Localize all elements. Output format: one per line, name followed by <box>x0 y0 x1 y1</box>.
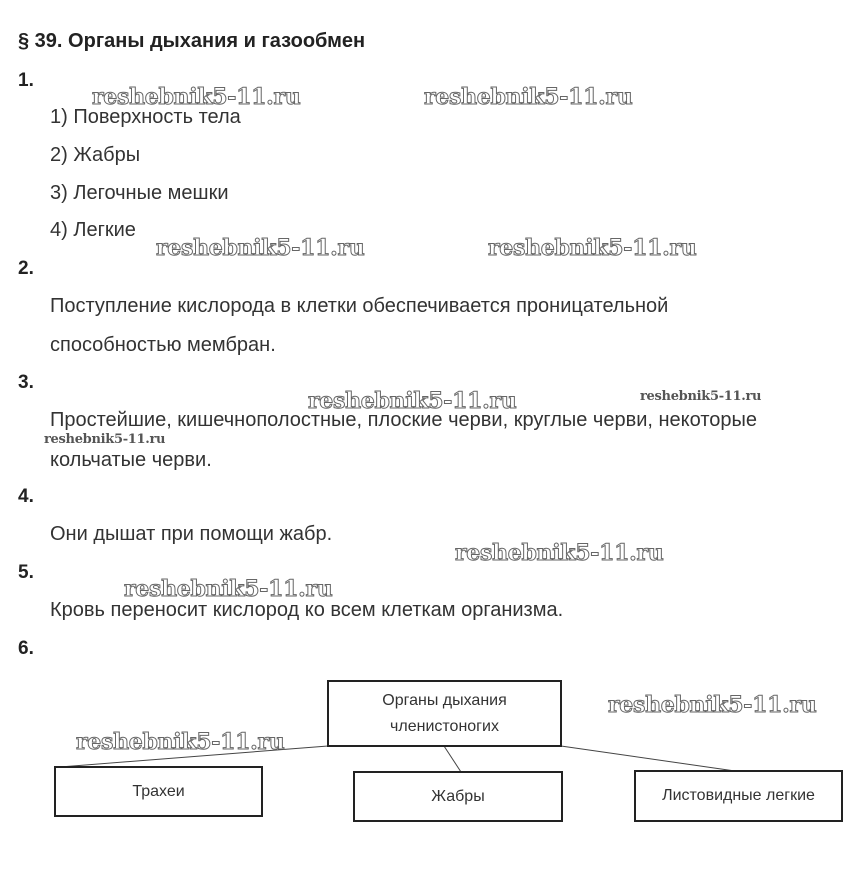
diagram-box-gills-label: Жабры <box>431 787 485 805</box>
diagram-root-line-1: Органы дыхания <box>382 691 507 709</box>
watermark: reshebnik5-11.ru <box>308 388 517 414</box>
watermark: reshebnik5-11.ru <box>92 84 301 110</box>
watermark: reshebnik5-11.ru <box>44 432 166 447</box>
answer-1-item-4: 4) Легкие <box>50 219 136 241</box>
watermark: reshebnik5-11.ru <box>488 235 697 261</box>
diagram-box-gills <box>353 771 563 822</box>
question-number-1: 1. <box>18 70 34 91</box>
question-number-3: 3. <box>18 372 34 393</box>
diagram-box-trachea-label: Трахеи <box>132 782 185 800</box>
answer-1-item-2: 2) Жабры <box>50 144 141 166</box>
answer-2-line-2: способностью мембран. <box>50 334 276 356</box>
watermark: reshebnik5-11.ru <box>424 84 633 110</box>
watermark: reshebnik5-11.ru <box>455 540 664 566</box>
diagram-box-leaf-lungs-label: Листовидные легкие <box>662 787 815 804</box>
watermark: reshebnik5-11.ru <box>76 729 285 755</box>
answer-1-item-3: 3) Легочные мешки <box>50 182 229 204</box>
answer-4-text: Они дышат при помощи жабр. <box>50 523 333 545</box>
page-title: § 39. Органы дыхания и газообмен <box>18 30 366 52</box>
answer-5-text: Кровь переносит кислород ко всем клеткам организма. <box>50 599 564 621</box>
answer-3-line-2: кольчатые черви. <box>50 449 212 471</box>
question-number-5: 5. <box>18 562 34 583</box>
connector-gills <box>444 746 461 772</box>
watermark: reshebnik5-11.ru <box>608 692 817 718</box>
watermark: reshebnik5-11.ru <box>640 389 762 404</box>
diagram-box-leaf-lungs <box>634 770 843 822</box>
diagram-root-line-2: членистоногих <box>390 717 499 735</box>
question-number-6: 6. <box>18 638 34 659</box>
connector-leaf-lungs <box>561 746 735 771</box>
answer-3-line-1: Простейшие, кишечнополостные, плоские черви, круглые черви, некоторые <box>50 409 758 431</box>
diagram-box-trachea <box>54 766 263 817</box>
watermark: reshebnik5-11.ru <box>124 576 333 602</box>
answer-1-item-1: 1) Поверхность тела <box>50 106 241 128</box>
diagram-root-box <box>327 680 562 747</box>
answer-2-line-1: Поступление кислорода в клетки обеспечивается проницательной <box>50 295 669 317</box>
watermark: reshebnik5-11.ru <box>156 235 365 261</box>
question-number-2: 2. <box>18 258 34 279</box>
question-number-4: 4. <box>18 486 34 507</box>
